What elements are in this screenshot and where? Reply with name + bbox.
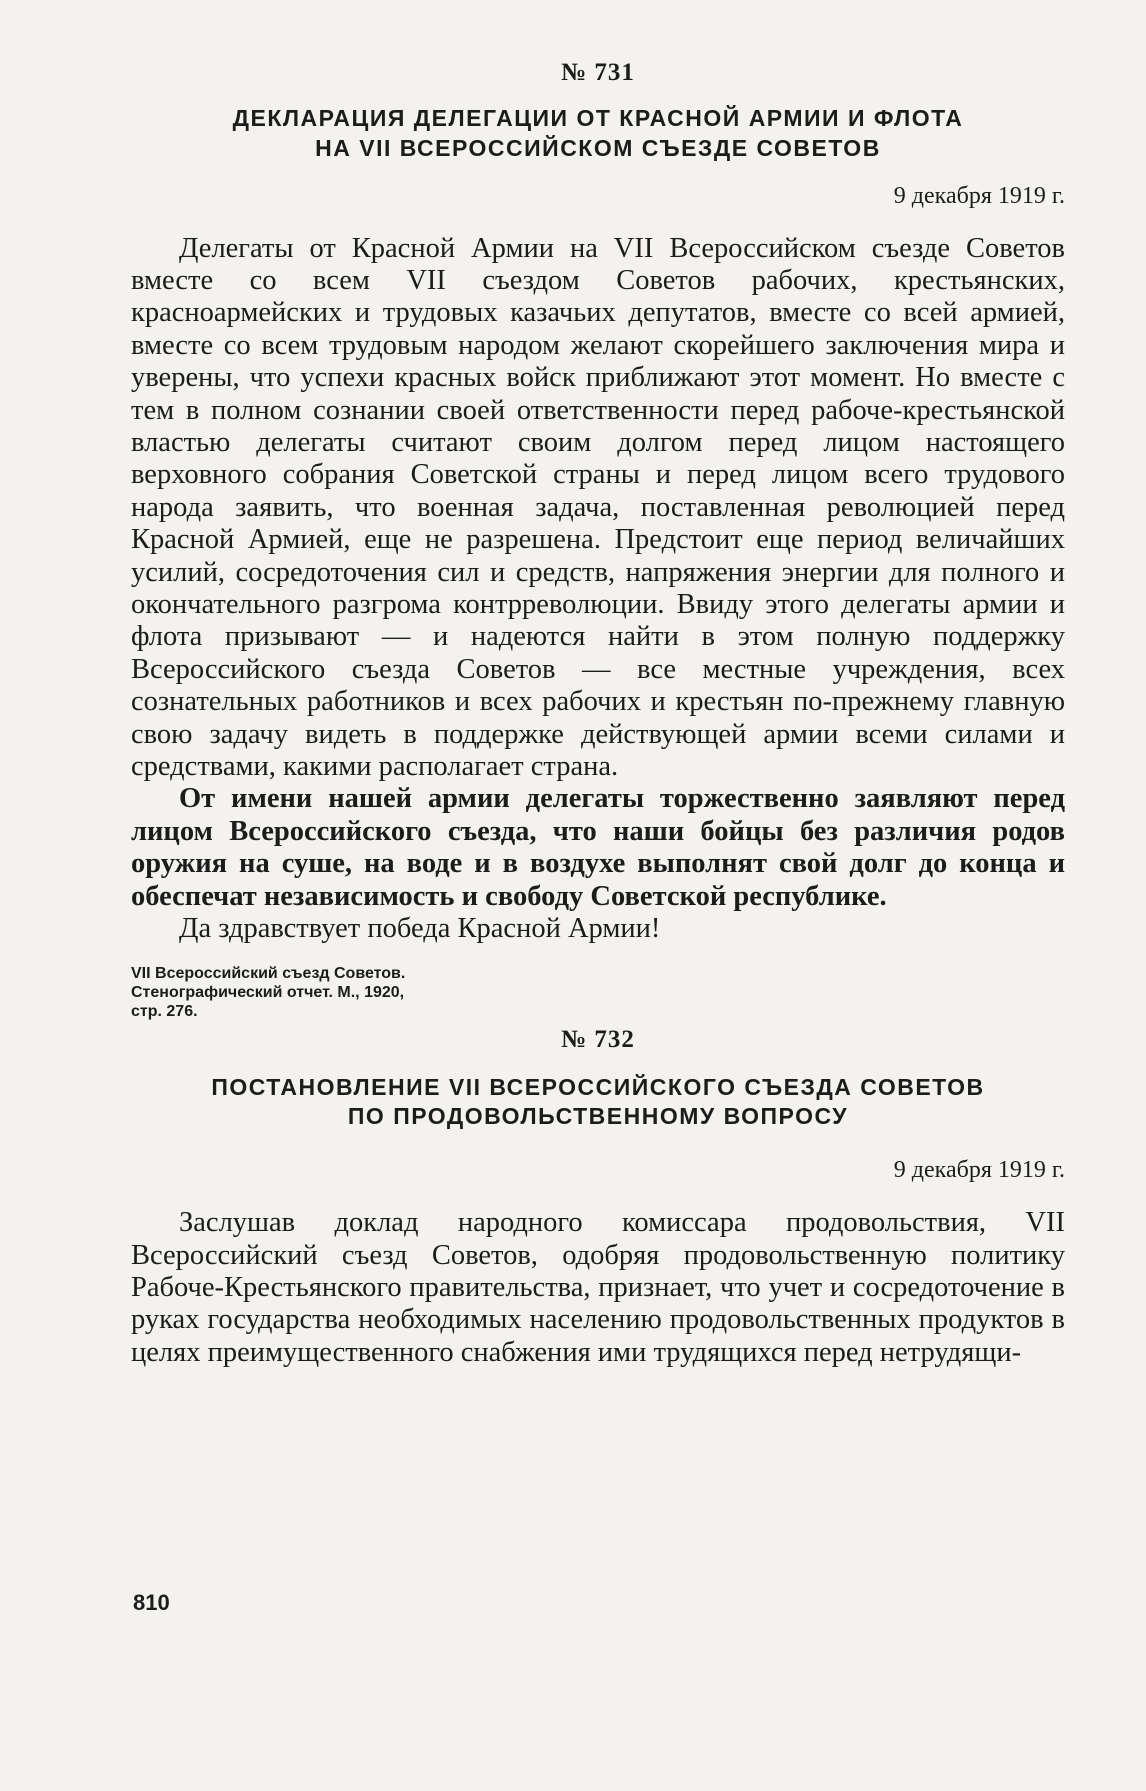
title-line-1: ПОСТАНОВЛЕНИЕ VII ВСЕРОССИЙСКОГО СЪЕЗДА СОВЕТОВ xyxy=(211,1073,985,1100)
paragraph-3: Да здравствует победа Красной Армии! xyxy=(179,913,661,945)
document-body xyxy=(131,233,1065,946)
document-number: № 731 xyxy=(561,59,635,86)
title-line-2: НА VII ВСЕРОССИЙСКОМ СЪЕЗДЕ СОВЕТОВ xyxy=(315,134,881,161)
document-title xyxy=(131,1073,1065,1133)
paragraph-1: Заслушав доклад народного комиссара продовольствия, VII Всероссийский съезд Советов, одобряя продовольственную политику Рабоче-Крестьянского правительства, признает, что учет и сосредоточение в руках государства необходимых населению продовольственных продуктов в целях преимущественного снабжения ими трудящихся перед нетрудящи- xyxy=(131,1207,1065,1368)
paragraph-1: Делегаты от Красной Армии на VII Всероссийском съезде Советов вместе со всем VII съездом Советов рабочих, крестьянских, красноармейских и трудовых казачьих депутатов, вместе со всей армией, вместе со всем трудовым народом желают скорейшего заключения мира и уверены, что успехи красных войск приближают этот момент. Но вместе с тем в полном сознании своей ответственности перед рабоче-крестьянской властью делегаты считают своим долгом перед лицом настоящего верховного собрания Советской страны и перед лицом всего трудового народа заявить, что военная задача, поставленная революцией перед Красной Армией, еще не разрешена. Предстоит еще период величайших усилий, сосредоточения сил и средств, напряжения энергии для полного и окончательного разгрома контрреволюции. Ввиду этого делегаты армии и флота призывают — и надеются найти в этом полную поддержку Всероссийского съезда Советов — все местные учреждения, всех сознательных работников и всех рабочих и крестьян по-прежнему главную свою задачу видеть в поддержке действующей армии всеми силами и средствами, какими располагает страна. xyxy=(131,232,1065,783)
page-number: 810 xyxy=(133,1590,170,1615)
document-body xyxy=(131,1207,1065,1369)
title-line-2: ПО ПРОДОВОЛЬСТВЕННОМУ ВОПРОСУ xyxy=(347,1103,849,1130)
document-date: 9 декабря 1919 г. xyxy=(893,182,1065,209)
document-number: № 732 xyxy=(561,1025,635,1053)
source-line-2: Стенографический отчет. М., 1920, xyxy=(131,983,405,1001)
document-page xyxy=(131,58,1065,1369)
document-731 xyxy=(131,58,1065,1021)
source-citation xyxy=(131,964,551,1021)
document-732 xyxy=(131,1025,1065,1370)
title-line-1: ДЕКЛАРАЦИЯ ДЕЛЕГАЦИИ ОТ КРАСНОЙ АРМИИ И ФЛОТА xyxy=(232,105,964,131)
paragraph-2: От имени нашей армии делегаты торжественно заявляют перед лицом Всероссийского съезда, что наши бойцы без различия родов оружия на суше, на воде и в воздухе выполнят свой долг до конца и обеспечат независимость и свободу Советской республике. xyxy=(131,783,1065,912)
source-line-3: стр. 276. xyxy=(131,1002,198,1020)
document-date: 9 декабря 1919 г. xyxy=(893,1157,1065,1184)
document-title xyxy=(131,104,1065,164)
source-line-1: VII Всероссийский съезд Советов. xyxy=(131,964,406,982)
